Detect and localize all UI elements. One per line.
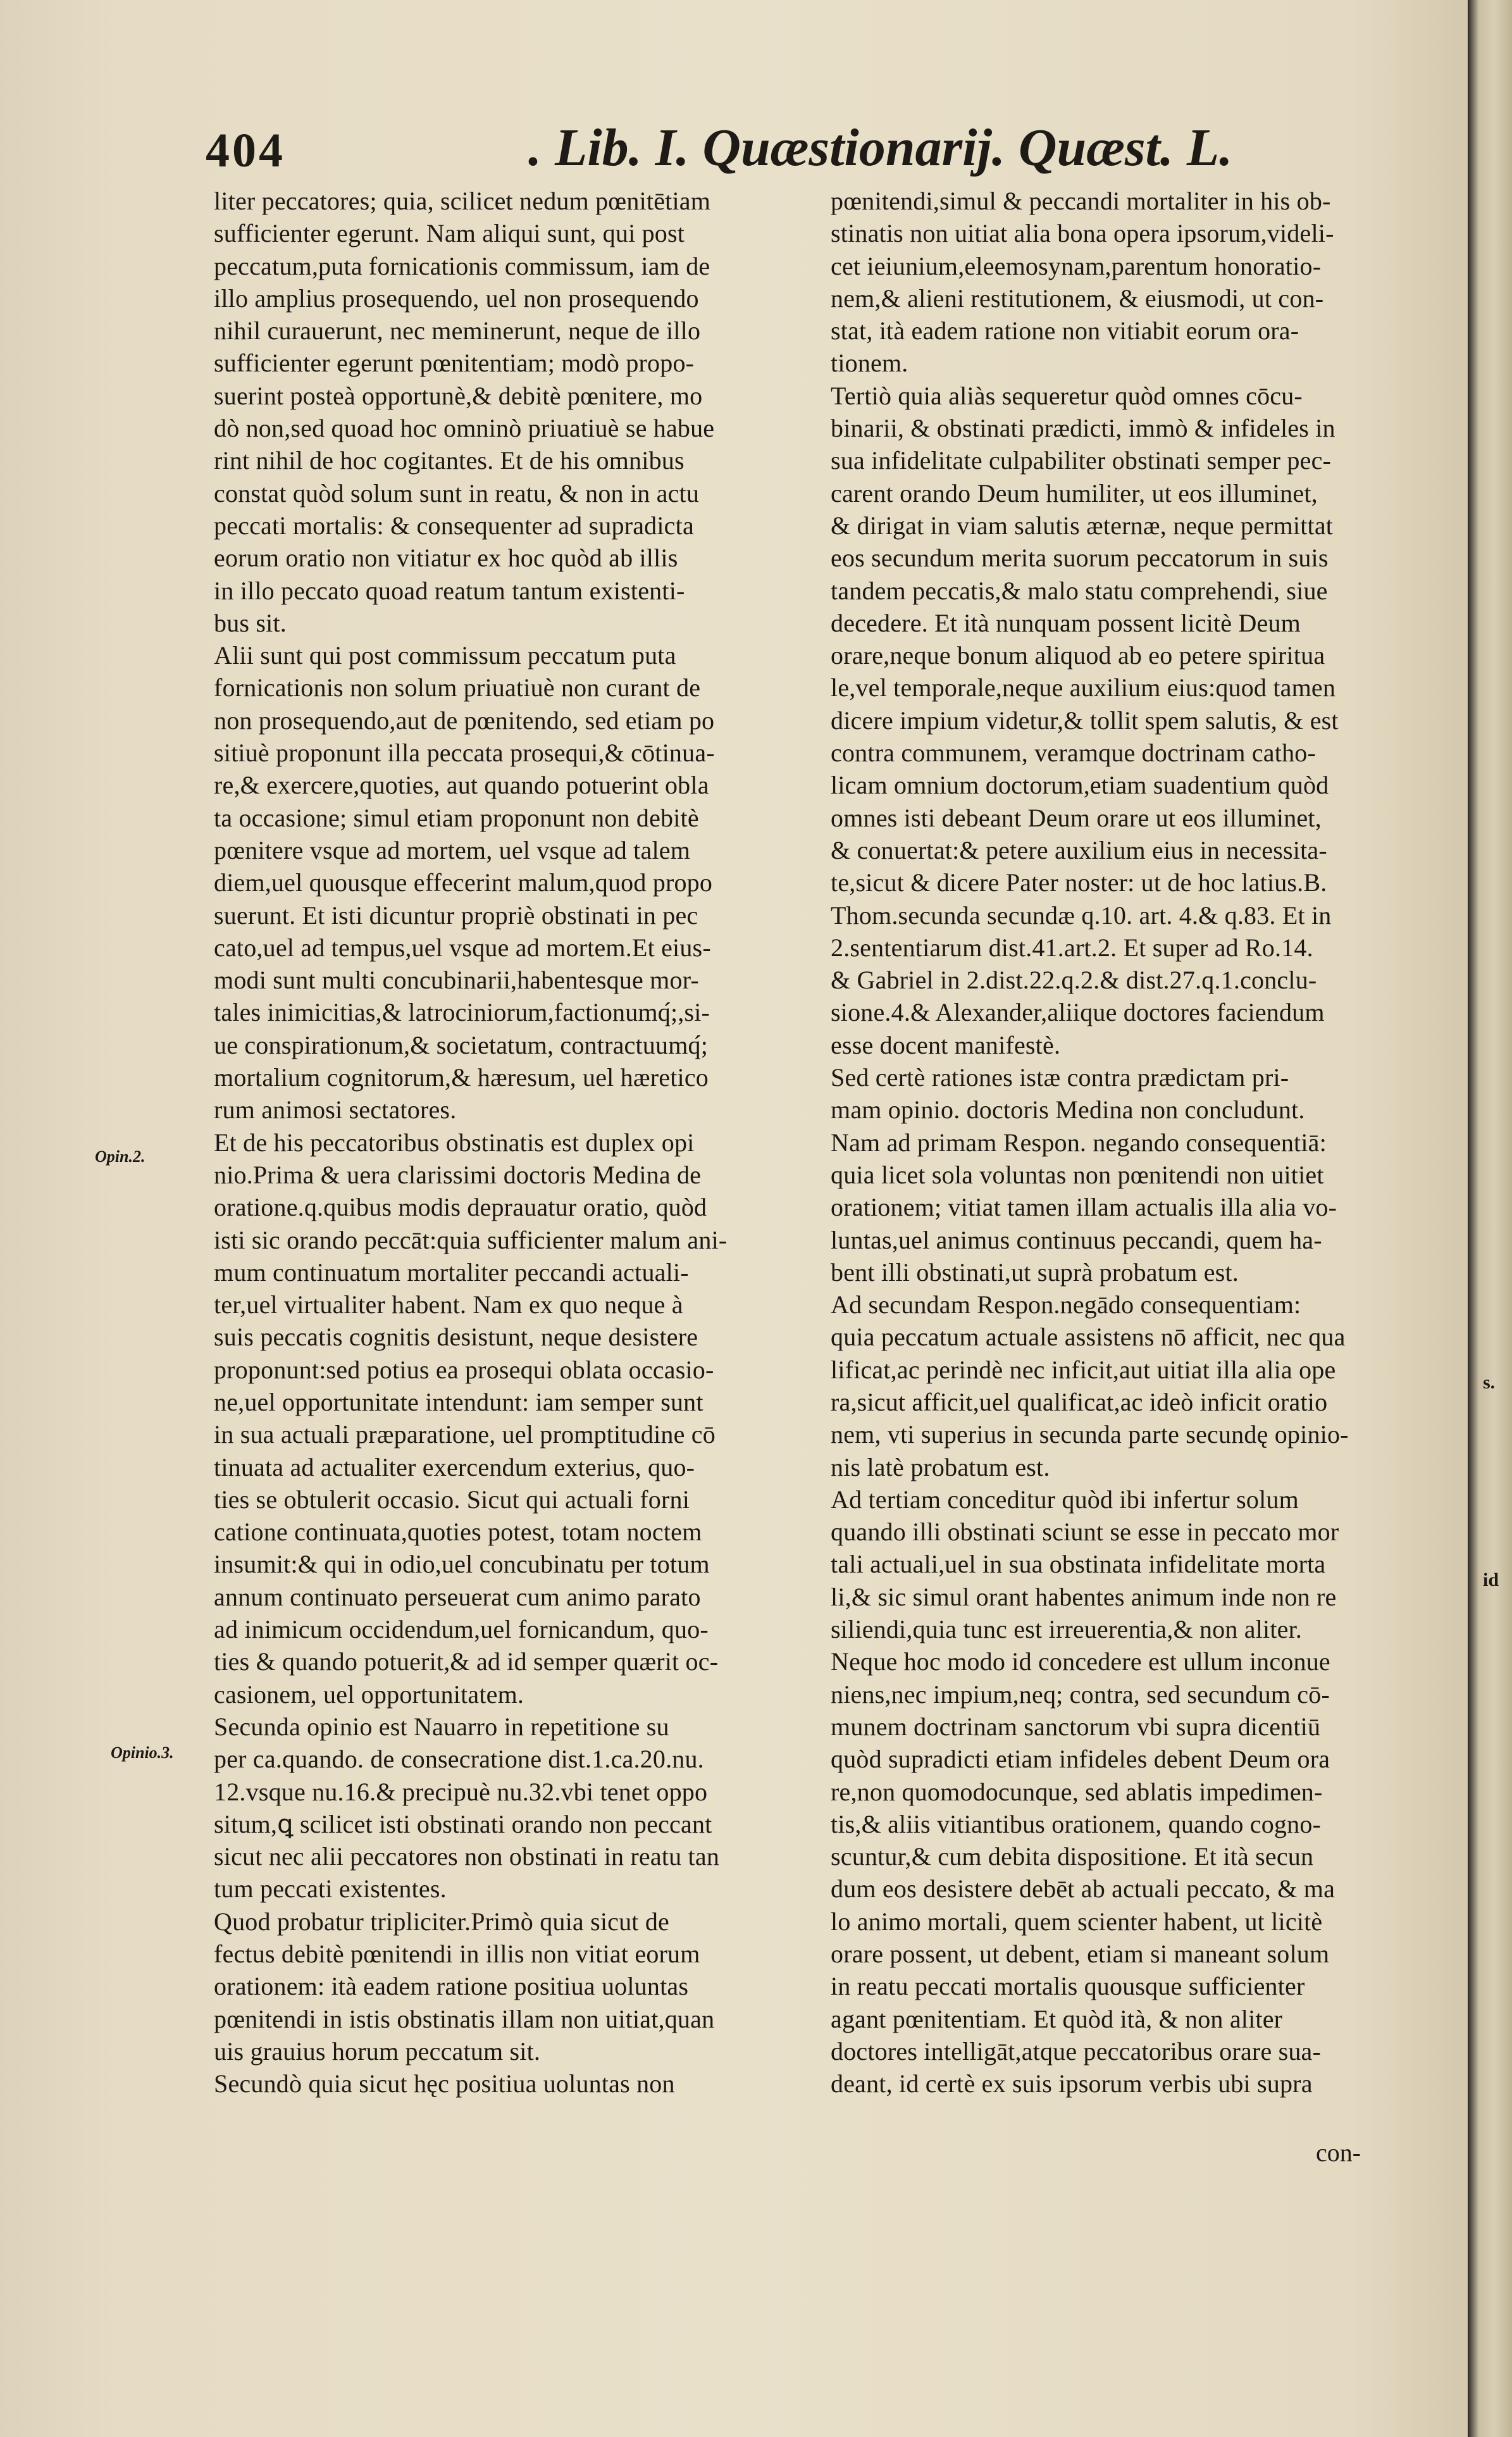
text-line: mortalium cognitorum,& hæresum, uel hæretico bbox=[214, 1063, 709, 1092]
text-line: stat, ità eadem ratione non vitiabit eorum ora- bbox=[831, 316, 1299, 346]
text-line: orationem: ità eadem ratione positiua uoluntas bbox=[214, 1972, 689, 2001]
text-line: siliendi,quia tunc est irreuerentia,& non aliter. bbox=[831, 1615, 1303, 1644]
text-line: pœnitendi in istis obstinatis illam non uitiat,quan bbox=[214, 2004, 715, 2033]
text-line: quia licet sola voluntas non pœnitendi non uitiet bbox=[831, 1160, 1324, 1189]
text-line: fectus debitè pœnitendi in illis non vitiat eorum bbox=[214, 1940, 700, 1969]
text-line: Alii sunt qui post commissum peccatum puta bbox=[214, 641, 676, 670]
text-line: pœnitere vsque ad mortem, uel vsque ad talem bbox=[214, 835, 691, 864]
text-line: in sua actuali præparatione, uel promptitudine cō bbox=[214, 1420, 716, 1449]
text-line: suerint posteà opportunè,& debitè pœnitere, mo bbox=[214, 381, 703, 410]
text-line: 2.sententiarum dist.41.art.2. Et super ad Ro.14. bbox=[831, 933, 1313, 962]
text-line: pœnitendi,simul & peccandi mortaliter in his ob- bbox=[831, 187, 1331, 215]
text-line: Ad secundam Respon.negādo consequentiam: bbox=[831, 1290, 1301, 1319]
text-line: cet ieiunium,eleemosynam,parentum honoratio- bbox=[831, 251, 1322, 280]
text-line: sufficienter egerunt pœnitentiam; modò propo- bbox=[214, 349, 695, 378]
text-line: tales inimicitias,& latrociniorum,factionumq́;,si- bbox=[214, 998, 710, 1027]
text-line: ad inimicum occidendum,uel fornicandum, quo- bbox=[214, 1615, 709, 1644]
text-line: illo amplius prosequendo, uel non prosequendo bbox=[214, 284, 699, 313]
text-line: re,non quomodocunque, sed ablatis impedimen- bbox=[831, 1777, 1323, 1806]
text-line: Tertiò quia aliàs sequeretur quòd omnes cōcu- bbox=[831, 381, 1303, 410]
text-line: ta occasione; simul etiam proponunt non debitè bbox=[214, 803, 699, 832]
text-line: nem,& alieni restitutionem, & eiusmodi, ut con- bbox=[831, 284, 1324, 313]
text-line: peccati mortalis: & consequenter ad supradicta bbox=[214, 511, 694, 540]
text-line: ue conspirationum,& societatum, contractuumq́; bbox=[214, 1030, 709, 1059]
edge-mark-2: id bbox=[1483, 1569, 1499, 1590]
text-line: cato,uel ad tempus,uel vsque ad mortem.Et eius- bbox=[214, 933, 711, 962]
text-line: niens,nec impium,neq; contra, sed secundum cō- bbox=[831, 1680, 1330, 1709]
text-line: fornicationis non solum priuatiuè non curant de bbox=[214, 673, 701, 702]
text-line: sufficienter egerunt. Nam aliqui sunt, qui post bbox=[214, 219, 685, 248]
text-line: liter peccatores; quia, scilicet nedum pœnitētiam bbox=[214, 187, 711, 215]
text-line: esse docent manifestè. bbox=[831, 1030, 1061, 1059]
text-line: tali actuali,uel in sua obstinata infidelitate morta bbox=[831, 1550, 1326, 1579]
margin-note-opinio-2: Opin.2. bbox=[95, 1147, 146, 1166]
text-line: tum peccati existentes. bbox=[214, 1874, 447, 1904]
text-line: situm,ꝗ scilicet isti obstinati orando non peccant bbox=[214, 1809, 712, 1838]
text-line: tinuata ad actualiter exercendum exterius, quo- bbox=[214, 1452, 695, 1481]
text-line: Nam ad primam Respon. negando consequentiā: bbox=[831, 1128, 1327, 1157]
running-head bbox=[206, 117, 1233, 187]
text-line: nihil curauerunt, nec meminerunt, neque de illo bbox=[214, 316, 701, 346]
page-number: 404 bbox=[206, 124, 285, 177]
text-line: per ca.quando. de consecratione dist.1.ca.20.nu. bbox=[214, 1745, 704, 1774]
text-line: decedere. Et ità nunquam possent licitè Deum bbox=[831, 608, 1301, 637]
catchword: con- bbox=[1316, 2138, 1361, 2167]
text-line: li,& sic simul orant habentes animum inde non re bbox=[831, 1582, 1337, 1611]
text-line: orare possent, ut debent, etiam si maneant solum bbox=[831, 1940, 1330, 1969]
text-line: Thom.secunda secundæ q.10. art. 4.& q.83. Et in bbox=[831, 901, 1332, 930]
text-line: agant pœnitentiam. Et quòd ità, & non aliter bbox=[831, 2004, 1283, 2033]
text-line: omnes isti debeant Deum orare ut eos illuminet, bbox=[831, 803, 1322, 832]
text-line: Ad tertiam conceditur quòd ibi infertur solum bbox=[831, 1485, 1299, 1514]
text-line: mam opinio. doctoris Medina non concludunt. bbox=[831, 1095, 1305, 1125]
text-line: lo animo mortali, quem scienter habent, ut licitè bbox=[831, 1907, 1323, 1936]
edge-mark-1: s. bbox=[1483, 1372, 1496, 1393]
text-line: sicut nec alii peccatores non obstinati in reatu tan bbox=[214, 1842, 720, 1871]
text-line: doctores intelligāt,atque peccatoribus orare sua- bbox=[831, 2036, 1322, 2066]
left-text-column bbox=[214, 185, 805, 2100]
text-line: deant, id certè ex suis ipsorum verbis ubi supra bbox=[831, 2069, 1313, 2098]
text-line: bus sit. bbox=[214, 608, 287, 637]
text-line: bent illi obstinati,ut suprà probatum est. bbox=[831, 1257, 1239, 1287]
text-line: dum eos desistere debēt ab actuali peccato, & ma bbox=[831, 1874, 1335, 1904]
text-line: eorum oratio non vitiatur ex hoc quòd ab illis bbox=[214, 544, 678, 573]
text-line: binarii, & obstinati prædicti, immò & infideles in bbox=[831, 414, 1335, 443]
text-line: ra,sicut afficit,uel qualificat,ac ideò inficit oratio bbox=[831, 1387, 1328, 1416]
text-line: uis grauius horum peccatum sit. bbox=[214, 2036, 541, 2066]
text-line: proponunt:sed potius ea prosequi oblata occasio- bbox=[214, 1355, 714, 1384]
text-line: dò non,sed quoad hoc omninò priuatiuè se habue bbox=[214, 414, 715, 443]
text-line: catione continuata,quoties potest, totam noctem bbox=[214, 1518, 702, 1547]
text-line: luntas,uel animus continuus peccandi, quem ha- bbox=[831, 1225, 1322, 1254]
text-line: peccatum,puta fornicationis commissum, iam de bbox=[214, 251, 710, 280]
text-line: Neque hoc modo id concedere est ullum inconue bbox=[831, 1647, 1330, 1676]
text-line: & conuertat:& petere auxilium eius in necessita- bbox=[831, 835, 1327, 864]
text-line: lificat,ac perindè nec inficit,aut uitiat illa alia ope bbox=[831, 1355, 1336, 1384]
text-line: oratione.q.quibus modis deprauatur oratio, quòd bbox=[214, 1193, 707, 1222]
text-line: rum animosi sectatores. bbox=[214, 1095, 457, 1125]
text-line: in illo peccato quoad reatum tantum existenti- bbox=[214, 576, 685, 605]
text-line: nio.Prima & uera clarissimi doctoris Medina de bbox=[214, 1160, 702, 1189]
text-line: rint nihil de hoc cogitantes. Et de his omnibus bbox=[214, 446, 685, 475]
text-line: re,& exercere,quoties, aut quando potuerint obla bbox=[214, 771, 709, 800]
margin-note-opinio-3: Opinio.3. bbox=[111, 1743, 174, 1762]
text-line: Secundò quia sicut hęc positiua uoluntas non bbox=[214, 2069, 675, 2098]
text-line: Secunda opinio est Nauarro in repetitione su bbox=[214, 1712, 669, 1741]
text-line: tis,& aliis vitiantibus orationem, quando cogno- bbox=[831, 1809, 1322, 1838]
text-line: contra communem, veramque doctrinam catho- bbox=[831, 739, 1316, 768]
text-line: ties se obtulerit occasio. Sicut qui actuali forni bbox=[214, 1485, 690, 1514]
text-line: modi sunt multi concubinarii,habentesque mor- bbox=[214, 966, 699, 995]
text-line: Quod probatur tripliciter.Primò quia sicut de bbox=[214, 1907, 669, 1936]
text-line: sua infidelitate culpabiliter obstinati semper pec- bbox=[831, 446, 1332, 475]
text-line: quia peccatum actuale assistens nō afficit, nec qua bbox=[831, 1323, 1346, 1352]
text-line: Sed certè rationes istæ contra prædictam pri- bbox=[831, 1063, 1289, 1092]
text-line: sione.4.& Alexander,aliique doctores faciendum bbox=[831, 998, 1325, 1027]
text-line: 12.vsque nu.16.& precipuè nu.32.vbi tenet oppo bbox=[214, 1777, 708, 1806]
next-page-edge bbox=[1468, 0, 1512, 2437]
text-line: munem doctrinam sanctorum vbi supra dicentiū bbox=[831, 1712, 1321, 1741]
running-title: . Lib. I. Quæstionarij. Quæst. L. bbox=[528, 118, 1233, 177]
text-line: constat quòd solum sunt in reatu, & non in actu bbox=[214, 478, 700, 508]
text-line: licam omnium doctorum,etiam suadentium quòd bbox=[831, 771, 1329, 800]
text-line: Et de his peccatoribus obstinatis est duplex opi bbox=[214, 1128, 695, 1157]
text-line: sitiuè proponunt illa peccata prosequi,& cōtinua- bbox=[214, 739, 715, 768]
text-line: & dirigat in viam salutis æternæ, neque permittat bbox=[831, 511, 1334, 540]
text-line: tionem. bbox=[831, 349, 908, 378]
text-line: carent orando Deum humiliter, ut eos illuminet, bbox=[831, 478, 1318, 508]
text-line: stinatis non uitiat alia bona opera ipsorum,videli- bbox=[831, 219, 1334, 248]
text-line: dicere impium videtur,& tollit spem salutis, & est bbox=[831, 706, 1339, 735]
text-line: le,vel temporale,neque auxilium eius:quod tamen bbox=[831, 673, 1336, 702]
text-line: orare,neque bonum aliquod ab eo petere spiritua bbox=[831, 641, 1325, 670]
text-line: ter,uel virtualiter habent. Nam ex quo neque à bbox=[214, 1290, 683, 1319]
text-line: mum continuatum mortaliter peccandi actuali- bbox=[214, 1257, 689, 1287]
text-line: suerunt. Et isti dicuntur propriè obstinati in pec bbox=[214, 901, 698, 930]
text-line: suis peccatis cognitis desistunt, neque desistere bbox=[214, 1323, 698, 1352]
text-line: tandem peccatis,& malo statu comprehendi, siue bbox=[831, 576, 1328, 605]
text-line: diem,uel quousque effecerint malum,quod propo bbox=[214, 868, 713, 897]
text-line: nem, vti superius in secunda parte secundę opinio- bbox=[831, 1420, 1349, 1449]
text-line: ne,uel opportunitate intendunt: iam semper sunt bbox=[214, 1387, 703, 1416]
text-line: & Gabriel in 2.dist.22.q.2.& dist.27.q.1.conclu- bbox=[831, 966, 1317, 995]
text-line: ties & quando potuerit,& ad id semper quærit oc- bbox=[214, 1647, 719, 1676]
text-line: te,sicut & dicere Pater noster: ut de hoc latius.B. bbox=[831, 868, 1327, 897]
text-line: isti sic orando peccāt:quia sufficienter malum ani- bbox=[214, 1225, 728, 1254]
text-line: in reatu peccati mortalis quousque sufficienter bbox=[831, 1972, 1305, 2001]
text-line: casionem, uel opportunitatem. bbox=[214, 1680, 524, 1709]
right-text-column bbox=[831, 185, 1422, 2100]
text-line: annum continuato perseuerat cum animo parato bbox=[214, 1582, 701, 1611]
text-line: insumit:& qui in odio,uel concubinatu per totum bbox=[214, 1550, 710, 1579]
text-line: quòd supradicti etiam infideles debent Deum ora bbox=[831, 1745, 1330, 1774]
text-line: nis latè probatum est. bbox=[831, 1452, 1050, 1481]
text-line: scuntur,& cum debita dispositione. Et ità secun bbox=[831, 1842, 1314, 1871]
text-line: orationem; vitiat tamen illam actualis illa alia vo- bbox=[831, 1193, 1337, 1222]
text-line: quando illi obstinati sciunt se esse in peccato mor bbox=[831, 1518, 1339, 1547]
text-line: non prosequendo,aut de pœnitendo, sed etiam po bbox=[214, 706, 715, 735]
text-line: eos secundum merita suorum peccatorum in suis bbox=[831, 544, 1329, 573]
